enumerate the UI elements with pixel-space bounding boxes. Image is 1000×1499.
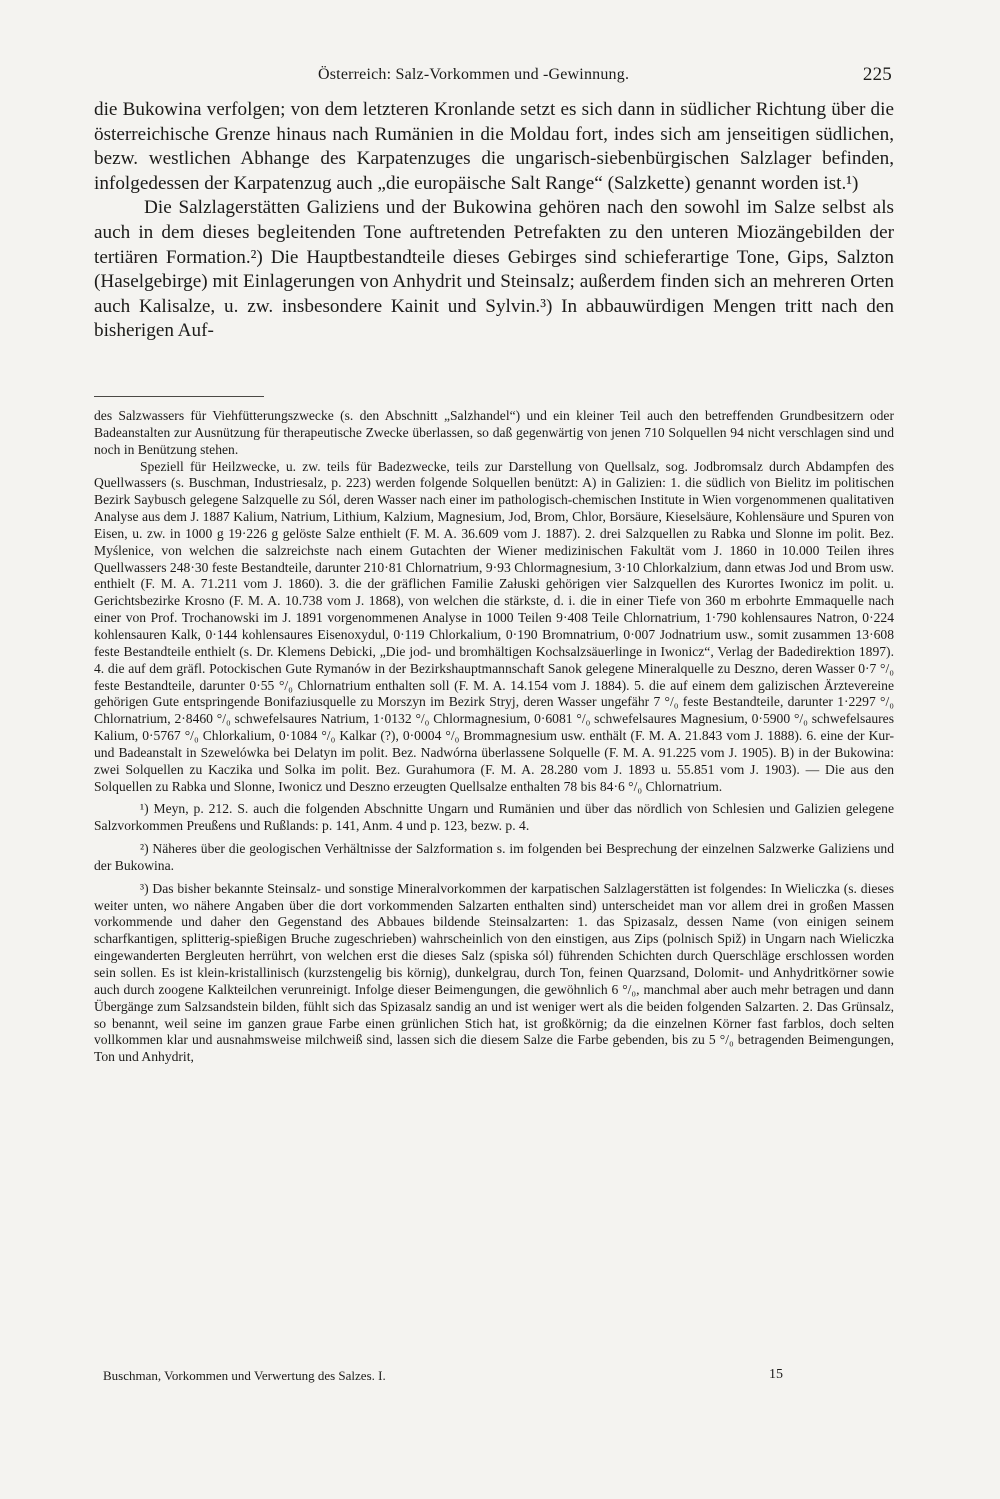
page-number: 225 — [862, 64, 892, 85]
sheet-signature: 15 — [769, 1367, 783, 1382]
footnote-divider — [94, 396, 264, 397]
page-footer — [103, 1368, 783, 1388]
running-title: Österreich: Salz-Vorkommen und -Gewinnung. — [318, 66, 630, 83]
footnote-1: ¹) Meyn, p. 212. S. auch die folgenden Abschnitte Ungarn und Rumänien und über das nördlich von Schlesien und Galizien gelegene Salzvorkommen Preußens und Rußlands: p. 141, Anm. 4 und p. 123, bezw. p. 4. — [94, 801, 894, 834]
footnotes — [94, 408, 894, 1066]
main-paragraph: die Bukowina verfolgen; von dem letzteren Kronlande setzt es sich dann in südlicher Richtung über die österreichische Grenze hinaus nach Rumänien in die Moldau fort, indes sich am jenseitigen südlichen, bezw. westlichen Abhange des Karpatenzuges die ungarisch-siebenbürgischen Salzlager befinden, infolgedessen der Karpatenzug auch „die europäische Salt Range“ (Salzkette) genannt worden ist.¹) — [94, 99, 894, 194]
footnote-continuation: des Salzwassers für Viehfütterungszwecke (s. den Abschnitt „Salzhandel“) und ein kleiner Teil auch den betreffenden Grundbesitzern oder Badeanstalten zur Ausnützung für therapeutische Zwecke überlassen, so daß gegenwärtig von jenen 710 Solquellen 94 nicht verschlagen sind und noch in Benützung stehen. — [94, 408, 894, 457]
main-paragraph: Die Salzlagerstätten Galiziens und der Bukowina gehören nach den sowohl im Salze selbst als auch in dem dieses begleitenden Tone auftretenden Petrefakten zu den unteren Miozängebilden der tertiären Formation.²) Die Hauptbestandteile dieses Gebirges sind schieferartige Tone, Gips, Salzton (Haselgebirge) mit Einlagerungen von Anhydrit und Steinsalz; außerdem finden sich an mehreren Orten auch Kalisalze, u. zw. insbesondere Kainit und Sylvin.³) In abbauwürdigen Mengen tritt nach den bisherigen Auf- — [94, 197, 894, 342]
running-header — [318, 64, 894, 90]
footnote-3: ³) Das bisher bekannte Steinsalz- und sonstige Mineralvorkommen der karpatischen Salzlagerstätten ist folgendes: In Wieliczka (s. dieses weiter unten, wo nähere Angaben über die dort vorkommenden Salzarten enthalten sind) unterscheidet man vor allem drei in großen Massen vorkommende und daher den Gegenstand des Abbaues bildende Steinsalzarten: 1. das Spizasalz, dessen Name (von einigen seinem scharfkantigen, splitterig-spießigen Bruche zugeschrieben) wahrscheinlich von den einstigen, aus Zips (polnisch Spiž) in Ungarn nach Wieliczka eingewanderten Bergleuten herrührt, von welchen erst die dieses Salz (spiska sól) führenden Schichten durch Querschläge erschlossen worden sein sollen. Es ist klein-kristallinisch (kurzstengelig bis körnig), dunkelgrau, durch Ton, feinen Quarzsand, Dolomit- und Anhydritkörner sowie auch durch zoogene Kalkteilchen verunreinigt. Infolge dieser Beimengungen, die gewöhnlich 6 °/₀, manchmal aber auch mehr betragen und dann Übergänge zum Salzsandstein bilden, fühlt sich das Spizasalz sandig an und ist weniger wert als die beiden folgenden Salzarten. 2. Das Grünsalz, so benannt, weil seine im ganzen graue Farbe einen grünlichen Stich hat, ist großkörnig; da die einzelnen Körner fast farblos, doch selten vollkommen klar und ausnahmsweise milchweiß sind, lassen sich die diesem Salze die Farbe gebenden, bis zu 5 °/₀ betragenden Beimengungen, Ton und Anhydrit, — [94, 880, 894, 1065]
footnote-2: ²) Näheres über die geologischen Verhältnisse der Salzformation s. im folgenden bei Besprechung der einzelnen Salzwerke Galiziens und der Bukowina. — [94, 841, 894, 873]
book-signature-line: Buschman, Vorkommen und Verwertung des Salzes. I. — [103, 1368, 386, 1383]
main-text — [94, 98, 894, 344]
footnote-paragraph: Speziell für Heilzwecke, u. zw. teils für Badezwecke, teils zur Darstellung von Quellsalz, sog. Jodbromsalz durch Abdampfen des Quellwassers (s. Buschman, Industriesalz, p. 223) werden folgende Solquellen benützt: A) in Galizien: 1. die südlich von Bielitz im politischen Bezirk Saybusch gelegene Salzquelle zu Sól, deren Wasser nach einer im pathologisch-chemischen Institute in Wien vorgenommenen qualitativen Analyse aus dem J. 1887 Kalium, Natrium, Lithium, Kalzium, Magnesium, Jod, Brom, Chlor, Borsäure, Kieselsäure, Kohlensäure und Spuren von Eisen, u. zw. in 1000 g 19·226 g gelöste Salze enthielt (F. M. A. 36.609 vom J. 1887). 2. drei Salzquellen zu Rabka und Slonne im polit. Bez. Myślenice, von welchen die salzreichste nach einem Gutachten der Wiener medizinischen Fakultät vom J. 1860 in 10.000 Teilen ihres Quellwassers 248·30 feste Bestandteile, darunter 210·81 Chlornatrium, 9·93 Chlormagnesium, 3·10 Chlorkalzium, dann etwas Jod und Brom usw. enthielt (F. M. A. 71.211 vom J. 1860). 3. die der gräflichen Familie Załuski gehörigen vier Salzquellen des Kurortes Iwonicz im polit. u. Gerichtsbezirke Krosno (F. M. A. 10.738 vom J. 1868), von welchen die stärkste, d. i. die in einer Tiefe von 360 m erbohrte Emmaquelle nach einer von Prof. Trochanowski im J. 1891 vorgenommenen Analyse in 1000 Teilen 9·408 Teile Chlornatrium, 1·790 kohlensaures Natron, 0·224 kohlensauren Kalk, 0·144 kohlensaures Eisenoxydul, 0·119 Chlorkalium, 0·190 Bromnatrium, 0·007 Jodnatrium usw., somit zusammen 13·608 feste Bestandteile enthielt (s. Dr. Klemens Debicki, „Die jod- und bromhältigen Kochsalzsäuerlinge in Iwonicz“, Verlag der Badedirektion 1897). 4. die auf dem gräfl. Potockischen Gute Rymanów in der Bezirkshauptmannschaft Sanok gelegene Mineralquelle zu Deszno, deren Wasser 0·7 °/₀ feste Bestandteile, darunter 0·55 °/₀ Chlornatrium enthalten soll (F. M. A. 14.154 vom J. 1884). 5. die auf einem dem galizischen Ärztevereine gehörigen Gute entspringende Bonifaziusquelle zu Morszyn im Bezirk Stryj, deren Wasser ungefähr 7 °/₀ feste Bestandteile, darunter 1·2297 °/₀ Chlornatrium, 2·8460 °/₀ schwefelsaures Natrium, 1·0132 °/₀ Chlormagnesium, 0·6081 °/₀ schwefelsaures Magnesium, 0·5900 °/₀ schwefelsaures Kalium, 0·5767 °/₀ Chlorkalium, 0·1084 °/₀ Kalkar (?), 0·0004 °/₀ Brommagnesium usw. enthält (F. M. A. 21.843 vom J. 1888). 6. eine der Kur- und Badeanstalt in Szewelówka bei Delatyn im polit. Bez. Nadwórna überlassene Solquelle (F. M. A. 91.225 vom J. 1905). B) in der Bukowina: zwei Solquellen zu Kaczika und Solka im polit. Bez. Gurahumora (F. M. A. 28.280 vom J. 1893 u. 55.851 vom J. 1903). — Die aus den Solquellen zu Rabka und Slonne, Iwonicz und Deszno erzeugten Quellsalze enthalten 78 bis 84·6 °/₀ Chlornatrium. — [94, 458, 894, 794]
